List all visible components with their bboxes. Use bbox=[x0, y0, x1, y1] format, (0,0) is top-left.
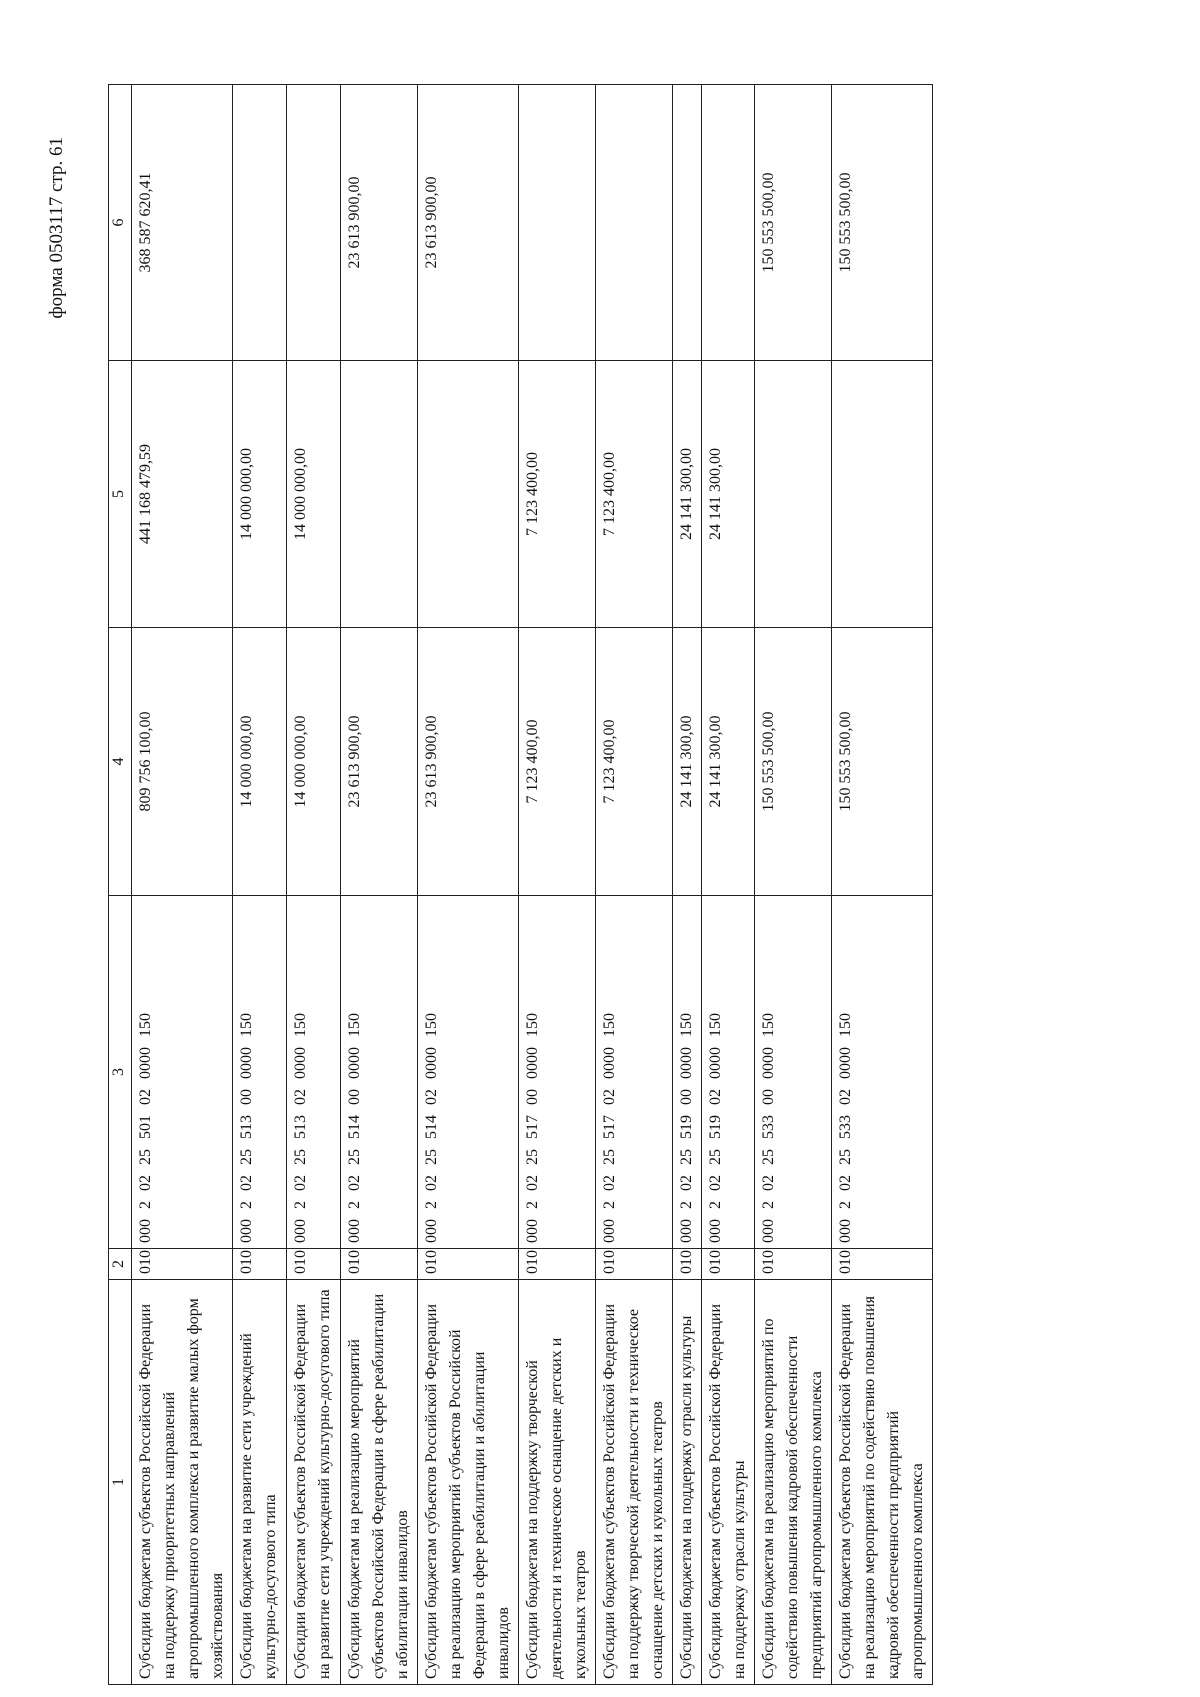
table-row bbox=[132, 85, 233, 1685]
row-name: Субсидии бюджетам субъектов Российской Федерации на реализацию мероприятий субъектов Российской Федерации в сфере реабилитации и абилитации инвалидов bbox=[418, 1280, 519, 1685]
row-approved-amount: 7 123 400,00 bbox=[519, 628, 596, 896]
row-approved-amount: 24 141 300,00 bbox=[673, 628, 702, 896]
column-header-6: 6 bbox=[109, 85, 132, 361]
row-name: Субсидии бюджетам на поддержку творческой деятельности и техническое оснащение детских и кукольных театров bbox=[519, 1280, 596, 1685]
row-unexecuted-amount: 23 613 900,00 bbox=[341, 85, 418, 361]
row-unexecuted-amount bbox=[702, 85, 755, 361]
row-executed-amount bbox=[418, 361, 519, 628]
row-executed-amount: 24 141 300,00 bbox=[673, 361, 702, 628]
row-line-code: 010 bbox=[519, 1249, 596, 1280]
row-budget-code: 000 2 02 25 514 00 0000 150 bbox=[341, 896, 418, 1249]
row-unexecuted-amount bbox=[673, 85, 702, 361]
table-row bbox=[596, 85, 673, 1685]
row-line-code: 010 bbox=[233, 1249, 287, 1280]
row-line-code: 010 bbox=[132, 1249, 233, 1280]
row-budget-code: 000 2 02 25 533 00 0000 150 bbox=[755, 896, 832, 1249]
table-row bbox=[832, 85, 933, 1685]
row-name: Субсидии бюджетам субъектов Российской Федерации на поддержку творческой деятельности и техническое оснащение детских и кукольных театров bbox=[596, 1280, 673, 1685]
row-line-code: 010 bbox=[418, 1249, 519, 1280]
row-budget-code: 000 2 02 25 533 02 0000 150 bbox=[832, 896, 933, 1249]
row-approved-amount: 809 756 100,00 bbox=[132, 628, 233, 896]
row-budget-code: 000 2 02 25 513 00 0000 150 bbox=[233, 896, 287, 1249]
row-approved-amount: 14 000 000,00 bbox=[233, 628, 287, 896]
row-executed-amount: 14 000 000,00 bbox=[287, 361, 341, 628]
table-body bbox=[132, 85, 933, 1685]
row-unexecuted-amount: 23 613 900,00 bbox=[418, 85, 519, 361]
row-unexecuted-amount bbox=[519, 85, 596, 361]
column-header-5: 5 bbox=[109, 361, 132, 628]
row-unexecuted-amount bbox=[596, 85, 673, 361]
row-unexecuted-amount bbox=[287, 85, 341, 361]
row-name: Субсидии бюджетам на развитие сети учреждений культурно-досугового типа bbox=[233, 1280, 287, 1685]
table-row bbox=[287, 85, 341, 1685]
row-name: Субсидии бюджетам субъектов Российской Федерации на поддержку отрасли культуры bbox=[702, 1280, 755, 1685]
row-line-code: 010 bbox=[596, 1249, 673, 1280]
row-executed-amount bbox=[341, 361, 418, 628]
row-name: Субсидии бюджетам на поддержку отрасли культуры bbox=[673, 1280, 702, 1685]
rotated-content bbox=[0, 97, 1100, 1697]
row-line-code: 010 bbox=[341, 1249, 418, 1280]
row-approved-amount: 23 613 900,00 bbox=[418, 628, 519, 896]
table-row bbox=[341, 85, 418, 1685]
row-budget-code: 000 2 02 25 513 02 0000 150 bbox=[287, 896, 341, 1249]
row-line-code: 010 bbox=[702, 1249, 755, 1280]
row-budget-code: 000 2 02 25 517 00 0000 150 bbox=[519, 896, 596, 1249]
budget-table bbox=[108, 84, 933, 1685]
row-approved-amount: 7 123 400,00 bbox=[596, 628, 673, 896]
column-header-2: 2 bbox=[109, 1249, 132, 1280]
row-executed-amount bbox=[755, 361, 832, 628]
table-row bbox=[755, 85, 832, 1685]
row-executed-amount: 441 168 479,59 bbox=[132, 361, 233, 628]
row-unexecuted-amount: 368 587 620,41 bbox=[132, 85, 233, 361]
row-approved-amount: 150 553 500,00 bbox=[832, 628, 933, 896]
row-budget-code: 000 2 02 25 517 02 0000 150 bbox=[596, 896, 673, 1249]
row-budget-code: 000 2 02 25 514 02 0000 150 bbox=[418, 896, 519, 1249]
row-unexecuted-amount bbox=[233, 85, 287, 361]
row-line-code: 010 bbox=[832, 1249, 933, 1280]
row-unexecuted-amount: 150 553 500,00 bbox=[755, 85, 832, 361]
table-row bbox=[702, 85, 755, 1685]
row-approved-amount: 150 553 500,00 bbox=[755, 628, 832, 896]
column-header-1: 1 bbox=[109, 1280, 132, 1685]
row-executed-amount: 7 123 400,00 bbox=[596, 361, 673, 628]
row-executed-amount: 24 141 300,00 bbox=[702, 361, 755, 628]
column-header-4: 4 bbox=[109, 628, 132, 896]
row-unexecuted-amount: 150 553 500,00 bbox=[832, 85, 933, 361]
column-number-row bbox=[109, 85, 132, 1685]
table-row bbox=[418, 85, 519, 1685]
row-approved-amount: 24 141 300,00 bbox=[702, 628, 755, 896]
table-row bbox=[519, 85, 596, 1685]
row-name: Субсидии бюджетам на реализацию мероприятий субъектов Российской Федерации в сфере реабилитации и абилитации инвалидов bbox=[341, 1280, 418, 1685]
row-name: Субсидии бюджетам субъектов Российской Федерации на поддержку приоритетных направлений агропромышленного комплекса и развитие малых форм хозяйствования bbox=[132, 1280, 233, 1685]
row-approved-amount: 23 613 900,00 bbox=[341, 628, 418, 896]
row-budget-code: 000 2 02 25 519 02 0000 150 bbox=[702, 896, 755, 1249]
table-row bbox=[673, 85, 702, 1685]
row-line-code: 010 bbox=[673, 1249, 702, 1280]
row-executed-amount: 14 000 000,00 bbox=[233, 361, 287, 628]
row-budget-code: 000 2 02 25 519 00 0000 150 bbox=[673, 896, 702, 1249]
row-line-code: 010 bbox=[287, 1249, 341, 1280]
row-name: Субсидии бюджетам субъектов Российской Федерации на реализацию мероприятий по содействию повышения кадровой обеспеченности предприятий агропромышленного комплекса bbox=[832, 1280, 933, 1685]
column-header-3: 3 bbox=[109, 896, 132, 1249]
row-name: Субсидии бюджетам субъектов Российской Федерации на развитие сети учреждений культурно-досугового типа bbox=[287, 1280, 341, 1685]
row-budget-code: 000 2 02 25 501 02 0000 150 bbox=[132, 896, 233, 1249]
row-executed-amount bbox=[832, 361, 933, 628]
table-row bbox=[233, 85, 287, 1685]
row-approved-amount: 14 000 000,00 bbox=[287, 628, 341, 896]
form-reference: форма 0503117 стр. 61 bbox=[46, 137, 67, 319]
row-executed-amount: 7 123 400,00 bbox=[519, 361, 596, 628]
row-name: Субсидии бюджетам на реализацию мероприятий по содействию повышения кадровой обеспеченности предприятий агропромышленного комплекса bbox=[755, 1280, 832, 1685]
row-line-code: 010 bbox=[755, 1249, 832, 1280]
